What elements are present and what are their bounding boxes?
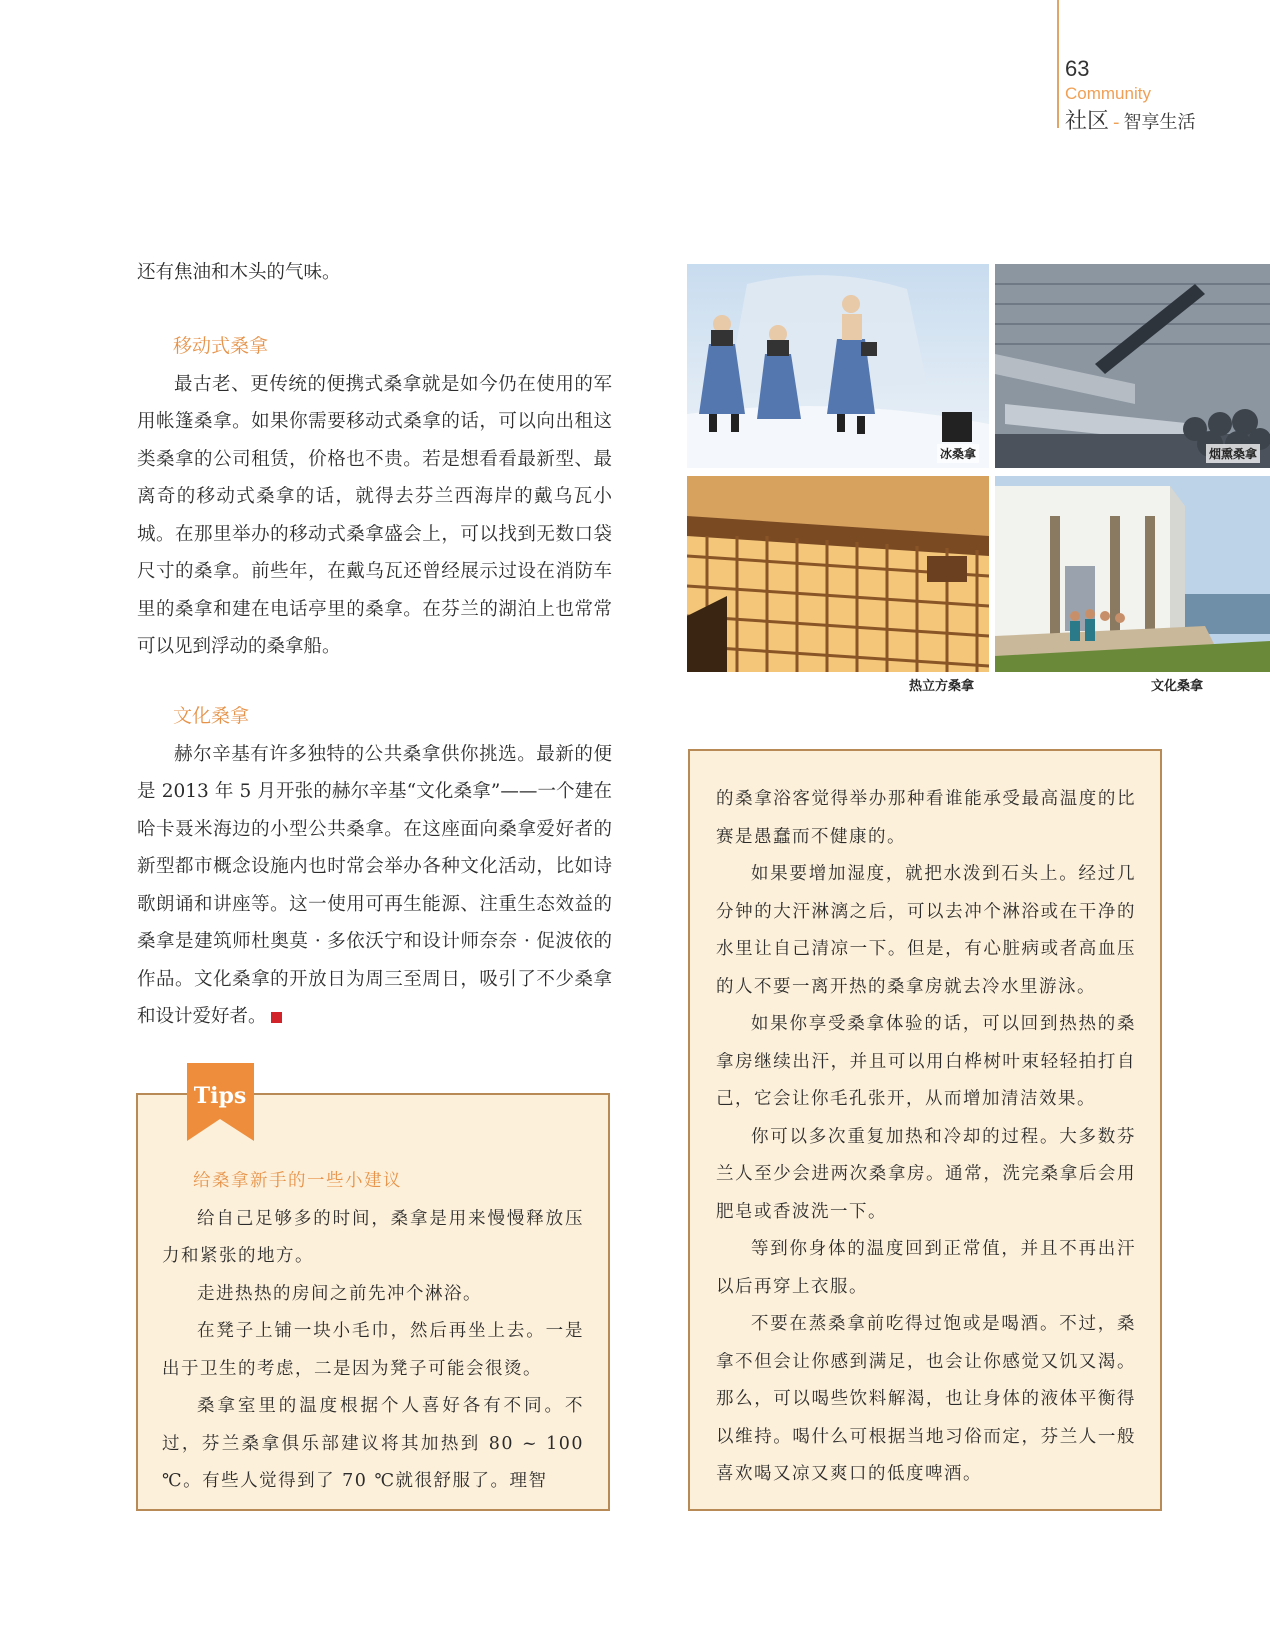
tips-paragraph: 走进热热的房间之前先冲个淋浴。 <box>197 1283 482 1304</box>
tips-title: 给桑拿新手的一些小建议 <box>193 1171 402 1191</box>
header-divider <box>1057 0 1059 128</box>
ice-sauna-image <box>687 264 989 468</box>
photo-smoke-sauna <box>995 264 1270 468</box>
tips-continued-paragraph: 如果要增加湿度，就把水泼到石头上。经过几分钟的大汗淋漓之后，可以去冲个淋浴或在干净的水里让自己清凉一下。但是，有心脏病或者高血压的人不要一离开热的桑拿房就去冷水里游泳。 <box>716 864 1136 997</box>
tips-continued-box <box>688 749 1162 1511</box>
caption-cube-sauna: 热立方桑拿 <box>909 679 975 694</box>
caption-culture-sauna: 文化桑拿 <box>1151 679 1204 694</box>
culture-sauna-image <box>995 476 1270 672</box>
tips-box <box>136 1093 610 1511</box>
tips-tab <box>187 1063 254 1141</box>
tips-continued-paragraph: 你可以多次重复加热和冷却的过程。大多数芬兰人至少会进两次桑拿房。通常，洗完桑拿后会用肥皂或香波洗一下。 <box>716 1126 1136 1222</box>
page-number: 63 <box>1065 56 1090 81</box>
cube-sauna-image <box>687 476 989 672</box>
culture-sauna-body: 赫尔辛基有许多独特的公共桑拿供你挑选。最新的便是 2013 年 5 月开张的赫尔辛基“文化桑拿”——一个建在哈卡聂米海边的小型公共桑拿。在这座面向桑拿爱好者的新型都市概念设施内也时常会举办各种文化活动，比如诗歌朗诵和讲座等。这一使用可再生能源、注重生态效益的桑拿是建筑师杜奥莫 · 多依沃宁和设计师奈奈 · 促波依的作品。文化桑拿的开放日为周三至周日，吸引了不少桑拿和设计爱好者。 <box>137 743 612 1027</box>
section-subtitle: 智享生活 <box>1123 112 1196 133</box>
tips-continued-paragraph: 不要在蒸桑拿前吃得过饱或是喝酒。不过，桑拿不但会让你感到满足，也会让你感觉又饥又渴。那么，可以喝些饮料解渴，也让身体的液体平衡得以维持。喝什么可根据当地习俗而定，芬兰人一般喜欢喝又凉又爽口的低度啤酒。 <box>716 1314 1136 1484</box>
photo-culture-sauna <box>995 476 1270 672</box>
section-cn: 社区 <box>1065 109 1110 134</box>
article-end-mark: S <box>271 1012 282 1023</box>
photo-ice-sauna <box>687 264 989 468</box>
caption-ice-sauna: 冰桑拿 <box>937 444 979 463</box>
tips-continued-paragraph: 如果你享受桑拿体验的话，可以回到热热的桑拿房继续出汗，并且可以用白桦树叶束轻轻拍打自己，它会让你毛孔张开，从而增加清洁效果。 <box>716 1014 1136 1109</box>
section-dash: - <box>1113 112 1120 133</box>
tips-tab-label: Tips <box>193 1083 247 1109</box>
mobile-sauna-section <box>137 328 612 666</box>
photo-cube-sauna <box>687 476 989 672</box>
tips-continued-first: 的桑拿浴客觉得举办那种看谁能承受最高温度的比赛是愚蠢而不健康的。 <box>716 789 1136 847</box>
tips-paragraph: 在凳子上铺一块小毛巾，然后再坐上去。一是出于卫生的考虑，二是因为凳子可能会很烫。 <box>162 1321 584 1379</box>
culture-sauna-section <box>137 698 612 1036</box>
culture-sauna-heading: 文化桑拿 <box>173 705 250 727</box>
caption-smoke-sauna: 烟熏桑拿 <box>1206 444 1260 463</box>
left-column <box>137 254 612 292</box>
section-title <box>1065 104 1196 135</box>
tips-paragraph: 给自己足够多的时间，桑拿是用来慢慢释放压力和紧张的地方。 <box>162 1208 584 1266</box>
intro-tail: 还有焦油和木头的气味。 <box>137 262 341 283</box>
mobile-sauna-body: 最古老、更传统的便携式桑拿就是如今仍在使用的军用帐篷桑拿。如果你需要移动式桑拿的话，可以向出租这类桑拿的公司租赁，价格也不贵。若是想看看最新型、最离奇的移动式桑拿的话，就得去芬兰西海岸的戴乌瓦小城。在那里举办的移动式桑拿盛会上，可以找到无数口袋尺寸的桑拿。前些年，在戴乌瓦还曾经展示过设在消防车里的桑拿和建在电话亭里的桑拿。在芬兰的湖泊上也常常可以见到浮动的桑拿船。 <box>137 373 612 657</box>
culture-sauna-body-wrap <box>137 736 612 1036</box>
section-english: Community <box>1065 84 1151 103</box>
smoke-sauna-image <box>995 264 1270 468</box>
tips-continued-paragraph: 等到你身体的温度回到正常值，并且不再出汗以后再穿上衣服。 <box>716 1239 1136 1297</box>
mobile-sauna-heading: 移动式桑拿 <box>173 335 269 357</box>
tips-paragraph: 桑拿室里的温度根据个人喜好各有不同。不过，芬兰桑拿俱乐部建议将其加热到 80 ~ 100 ℃。有些人觉得到了 70 ℃就很舒服了。理智 <box>162 1396 584 1491</box>
